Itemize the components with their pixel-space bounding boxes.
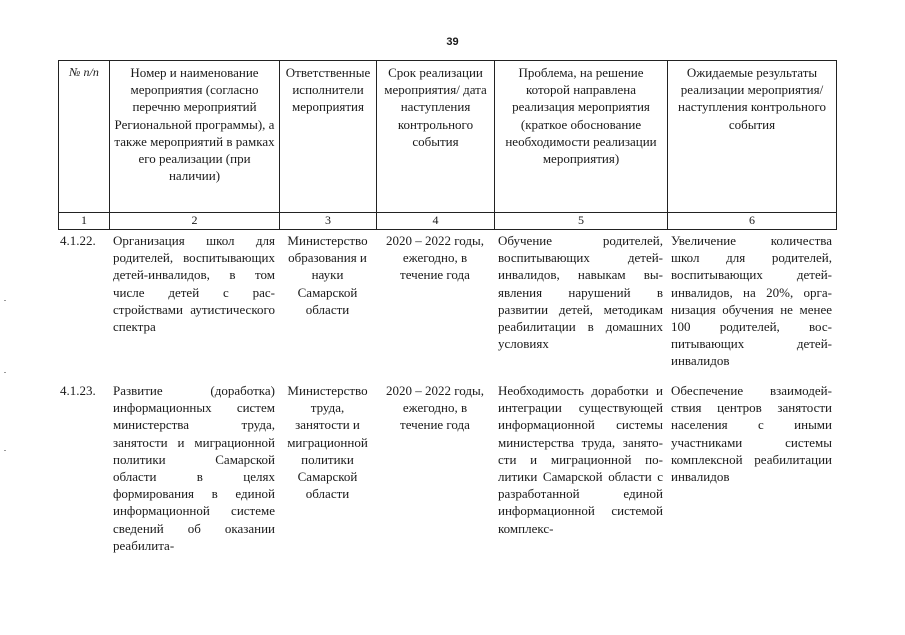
header-number: № п/п <box>58 60 110 213</box>
row-expected-result: Обеспечение взаимодействия центров занятости населения с иными участниками системы комплексной реабилитации инвалидов <box>671 383 832 485</box>
row-measure-name: Развитие (доработка) информационных систем министерства труда, занятости и миграционной политики Самарской области в целях формирования в единой информационной системе сведений об оказании реабилита- <box>113 383 275 553</box>
column-number-2: 2 <box>109 212 280 230</box>
scan-mark <box>4 372 6 373</box>
column-number-6: 6 <box>667 212 837 230</box>
column-number-5: 5 <box>494 212 668 230</box>
scan-mark <box>4 300 6 301</box>
row-problem: Необходимость доработки и интеграции существующей информационной системы министерства труда, занятости и миграционной политики Самарской области с разработанной единой информационной системой комплекс- <box>498 383 663 536</box>
row-number: 4.1.22. <box>60 233 96 248</box>
row-executors: Министерство труда, занятости и миграционной политики Самарской области <box>287 383 368 502</box>
measures-table <box>58 60 878 569</box>
header-term: Срок реализации мероприятия/ дата наступления контрольного события <box>376 60 495 213</box>
column-number-4: 4 <box>376 212 495 230</box>
header-measure-name: Номер и наименование мероприятия (согласно перечню мероприятий Региональной программы), а также мероприятий в рамках его реализации (при наличии) <box>109 60 280 213</box>
row-number: 4.1.23. <box>60 383 96 398</box>
row-term: 2020 – 2022 годы, ежегодно, в течение года <box>386 383 484 433</box>
row-problem: Обучение родителей, воспитывающих детей-инвалидов, навыкам выявления нарушений в развитии детей, методикам реабилитации в домашних условиях <box>498 233 663 352</box>
column-number-1: 1 <box>58 212 110 230</box>
row-measure-name: Организация школ для родителей, воспитывающих детей-инвалидов, в том числе детей с расстройствами аутистического спектра <box>113 233 275 335</box>
header-executors: Ответственные исполнители мероприятия <box>279 60 377 213</box>
page-number: 39 <box>446 36 459 48</box>
scan-mark <box>4 450 6 451</box>
row-expected-result: Увеличение количества школ для родителей, воспитывающих детей-инвалидов, на 20%, организация обучения не менее 100 родителей, воспитывающих детей-инвалидов <box>671 233 832 369</box>
header-problem: Проблема, на решение которой направлена реализация мероприятия (краткое обоснование необходимости реализации мероприятия) <box>494 60 668 213</box>
column-number-3: 3 <box>279 212 377 230</box>
row-executors: Министерство образования и науки Самарской области <box>287 233 368 317</box>
header-expected-results: Ожидаемые результаты реализации мероприятия/ наступления контрольного события <box>667 60 837 213</box>
row-term: 2020 – 2022 годы, ежегодно, в течение года <box>386 233 484 283</box>
